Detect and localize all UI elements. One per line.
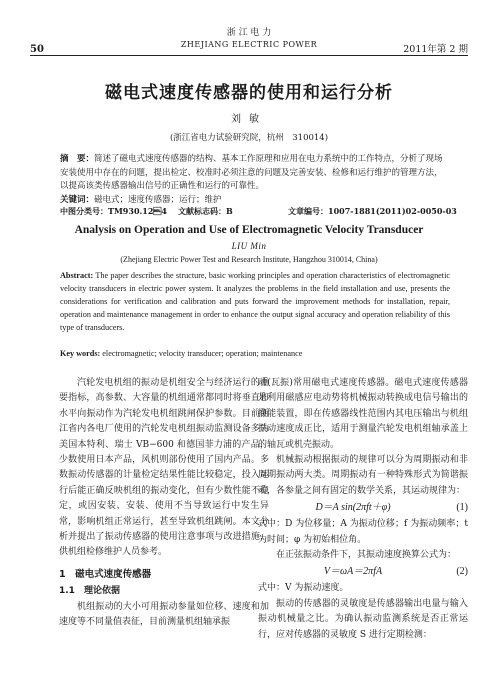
english-keywords-label: Key words: bbox=[60, 349, 101, 358]
abstract-text: 简述了磁电式速度传感器的结构、基本工作原理和应用在电力系统中的工作特点，分析了现场安装使用中存在的问题，提出检定、校准时必须注意的问题及完善安装、检修和运行维护的管理方法，以提高该类传感器输出信号的正确性和运行的可靠性。 bbox=[60, 154, 443, 191]
velocity-intro: 在正弦振动条件下，其振动速度换算公式为： bbox=[276, 550, 457, 561]
english-title: Analysis on Operation and Use of Electromagnetic Velocity Transducer bbox=[74, 224, 424, 236]
sensor-paragraph: 动(瓦振)常用磁电式速度传感器。磁电式速度传感器是利用磁感应电动势将机械振动转换成电信号输出的换能装置，即在传感器线性范围内其电压输出与机组振动速度成正比，适用于测量汽轮发电机组轴承盖上的轴瓦或机壳振动。 bbox=[258, 378, 468, 450]
body-column-left bbox=[59, 376, 269, 631]
article-number: 文章编号：1007-1881(2011)02-0050-03 bbox=[288, 206, 457, 216]
vibration-paragraph: 机械振动根据振动的规律可以分为周期振动和非周期振动两大类。周期振动有一种特殊形式为简谐振动，各参量之间有固定的数学关系，其运动规律为： bbox=[258, 455, 468, 496]
paper-title: 磁电式速度传感器的使用和运行分析 bbox=[105, 83, 393, 103]
document-code: 文献标志码：B bbox=[178, 206, 233, 216]
equation-2-legend: 式中：V 为振动速度。 bbox=[258, 583, 349, 594]
affiliation: (浙江省电力试验研究院，杭州 310014) bbox=[169, 133, 329, 143]
issue-label: 2011年第 2 期 bbox=[403, 44, 468, 55]
english-affiliation: (Zhejiang Electric Power Test and Research Institute, Hangzhou 310014, China) bbox=[120, 255, 378, 264]
equation-2-number: (2) bbox=[456, 566, 468, 578]
body-column-right bbox=[258, 376, 468, 643]
abstract-cn bbox=[60, 153, 450, 194]
section-1-1-paragraph: 机组振动的大小可用振动参量如位移、速度和加速度等不同量值表征，目前测量机组轴承振 bbox=[59, 601, 269, 628]
abstract-label: 摘 要： bbox=[60, 154, 95, 164]
equation-1-formula: D＝A sin(2πft＋φ) bbox=[315, 502, 391, 514]
section-heading-1-1: 1.1 理论依据 bbox=[59, 586, 120, 597]
equation-1 bbox=[258, 499, 468, 517]
keywords-cn bbox=[60, 193, 222, 205]
keywords-label: 关键词： bbox=[60, 195, 95, 205]
english-keywords bbox=[60, 349, 450, 358]
author: 刘敏 bbox=[231, 114, 267, 125]
equation-2 bbox=[258, 563, 468, 581]
english-keywords-text: electromagnetic; velocity transducer; operation; maintenance bbox=[102, 349, 303, 358]
english-abstract-text: The paper describes the structure, basic working principles and operation characteristics of electromagnetic velocity transducers in electric power system. It analyzes the problems in the field installation and use, presents the considerations for verification and calibration and puts forward the improvement methods for installation, repair, operation and maintenance management in order to enhance the output signal accuracy and operation reliability of this type of transducers. bbox=[60, 271, 450, 332]
intro-paragraph: 汽轮发电机组的振动是机组安全与经济运行的重要指标，高参数、大容量的机组通常都同时将垂直和水平向振动作为汽轮发电机组跳闸保护参数。目前浙江省内各电厂使用的汽轮发电机组振动监测设备多为美国本特利、瑞士 VB−600 和德国菲力浦的产品，少数使用日本产品，风机则部份使用了国内产品。多数振动传感器的计量检定结果性能比较稳定，投入运行后能正确反映机组的振动变化，但有少数性能不稳定，或因安装、安装、使用不当导致运行中发生异常，影响机组正常运行，甚至导致机组跳闸。本文分析并提出了振动传感器的使用注意事项与改进措施，供机组检修维护人员参考。 bbox=[59, 378, 269, 558]
section-heading-1: 1 磁电式速度传感器 bbox=[59, 568, 152, 580]
keywords-text: 磁电式；速度传感器；运行；维护 bbox=[94, 195, 222, 205]
equation-1-legend: 式中：D 为位移量；A 为振动位移；f 为振动频率；t 为时间；φ 为初始相位角。 bbox=[258, 519, 468, 545]
clc-number: 中图分类号：TM930.124 bbox=[60, 206, 167, 216]
journal-name-en: ZHEJIANG ELECTRIC POWER bbox=[180, 40, 318, 49]
journal-name-cn: 浙 江 电 力 bbox=[226, 28, 272, 38]
page-number: 50 bbox=[30, 44, 44, 55]
english-author: LIU Min bbox=[231, 241, 267, 251]
english-abstract bbox=[60, 269, 450, 334]
english-abstract-label: Abstract: bbox=[60, 271, 94, 280]
equation-2-formula: V＝ωA＝2πfA bbox=[323, 566, 383, 578]
equation-1-number: (1) bbox=[456, 502, 468, 514]
sensitivity-paragraph: 振动的传感器的灵敏度是传感器输出电量与输入振动机械量之比。为确认振动监测系统是否正常运行，应对传感器的灵敏度 S 进行定期检测： bbox=[258, 598, 468, 640]
header-rule bbox=[30, 55, 468, 56]
